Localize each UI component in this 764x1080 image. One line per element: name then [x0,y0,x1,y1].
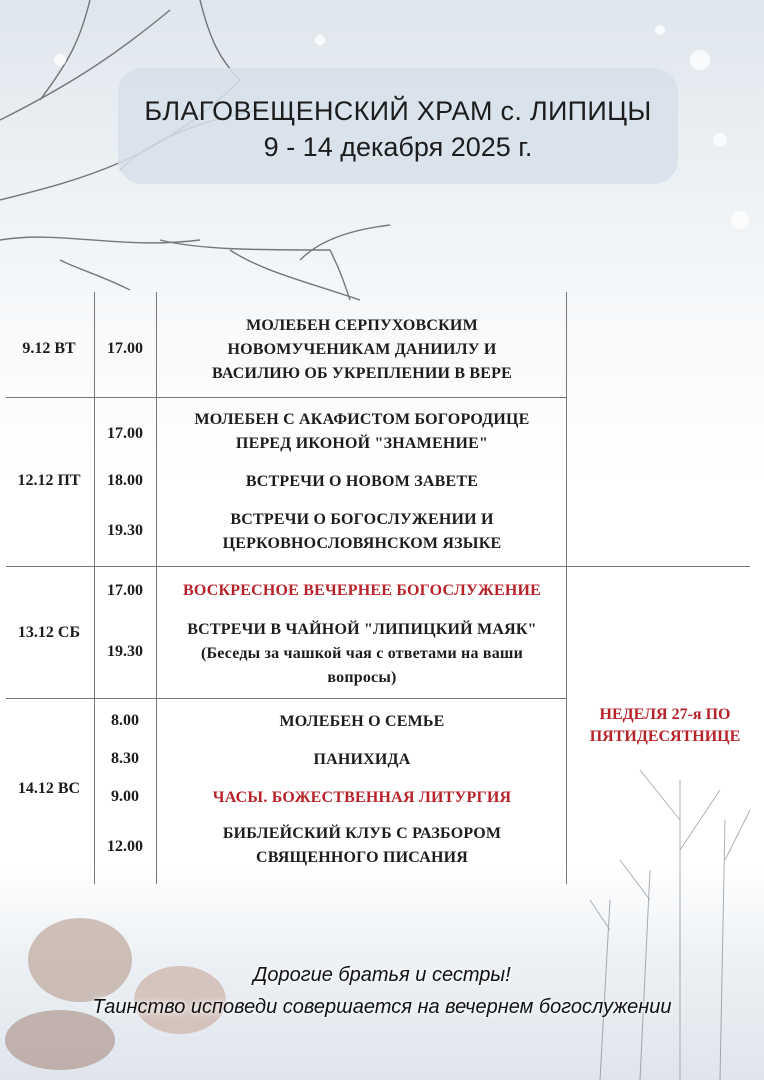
service-time: 19.30 [107,643,143,660]
liturgical-week-note: НЕДЕЛЯ 27-я ПО ПЯТИДЕСЯТНИЦЕ [589,706,741,745]
table-divider [94,292,95,884]
frosty-trees-icon [590,770,750,1080]
table-divider [566,292,567,884]
day-label: 14.12 ВС [17,780,81,797]
service-time: 17.00 [107,425,143,442]
service-name: МОЛЕБЕН О СЕМЬЕ [279,713,445,730]
service-time: 9.00 [111,788,139,805]
day-label: 13.12 СБ [17,624,81,641]
church-title: БЛАГОВЕЩЕНСКИЙ ХРАМ с. ЛИПИЦЫ [144,96,652,126]
service-name: ЧАСЫ. БОЖЕСТВЕННАЯ ЛИТУРГИЯ [212,789,512,806]
service-name: ВОСКРЕСНОЕ ВЕЧЕРНЕЕ БОГОСЛУЖЕНИЕ [183,582,541,599]
service-name: ВСТРЕЧИ О БОГОСЛУЖЕНИИ И ЦЕРКОВНОСЛОВЯНСКОМ ЯЗЫКЕ [222,511,502,552]
service-name: ВСТРЕЧИ О НОВОМ ЗАВЕТЕ [245,473,479,490]
service-time: 8.00 [111,712,139,729]
table-divider [156,292,157,884]
service-time: 19.30 [107,522,143,539]
service-name: МОЛЕБЕН С АКАФИСТОМ БОГОРОДИЦЕ ПЕРЕД ИКОНОЙ "ЗНАМЕНИЕ" [194,411,530,452]
date-range: 9 - 14 декабря 2025 г. [263,132,533,162]
service-name: МОЛЕБЕН СЕРПУХОВСКИМ НОВОМУЧЕНИКАМ ДАНИИЛУ И ВАСИЛИЮ ОБ УКРЕПЛЕНИИ В ВЕРЕ [211,317,513,382]
footer-notice: Таинство исповеди совершается на вечернем богослужении [92,996,672,1018]
day-label: 9.12 ВТ [22,340,76,357]
service-time: 12.00 [107,838,143,855]
day-label: 12.12 ПТ [17,472,81,489]
table-divider [6,566,750,567]
service-time: 8.30 [111,750,139,767]
pine-cone-icon [5,918,226,1070]
header-banner [118,68,678,184]
service-name: ВСТРЕЧИ В ЧАЙНОЙ "ЛИПИЦКИЙ МАЯК" (Беседы за чашкой чая с ответами на ваши вопросы) [187,621,537,686]
footer-greeting: Дорогие братья и сестры! [253,964,511,986]
service-time: 17.00 [107,582,143,599]
table-divider [6,397,566,398]
service-name: ПАНИХИДА [313,751,411,768]
service-time: 17.00 [107,340,143,357]
service-time: 18.00 [107,472,143,489]
table-divider [6,698,566,699]
service-name: БИБЛЕЙСКИЙ КЛУБ С РАЗБОРОМ СВЯЩЕННОГО ПИСАНИЯ [222,825,502,866]
